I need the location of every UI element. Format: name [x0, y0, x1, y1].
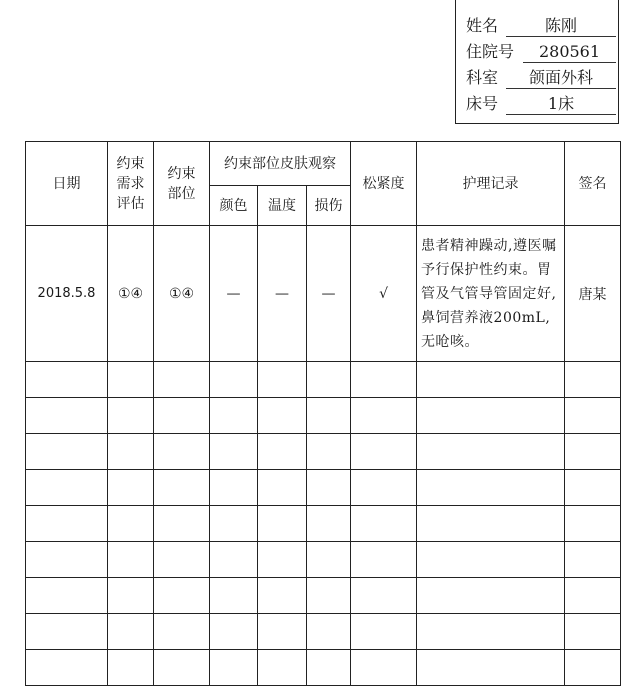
- header-color: 颜色: [210, 186, 258, 226]
- restraint-record-table: [25, 141, 621, 686]
- record-body: [26, 226, 621, 686]
- table-row: [26, 470, 621, 506]
- header-injury: 损伤: [307, 186, 351, 226]
- admission-underline: [523, 62, 616, 63]
- header-site-line2: 部位: [167, 185, 196, 202]
- header-assessment-line1: 约束: [116, 155, 145, 172]
- name-label: 姓名: [466, 16, 499, 35]
- header-tightness: 松紧度: [351, 142, 417, 226]
- table-row: [26, 398, 621, 434]
- table-row: [26, 542, 621, 578]
- admission-value: 280561: [538, 42, 601, 61]
- bed-underline: [506, 114, 616, 115]
- cell-date: 2018.5.8: [26, 226, 108, 362]
- patient-info-box: [455, 0, 619, 124]
- admission-label: 住院号: [466, 42, 515, 61]
- header-temperature: 温度: [258, 186, 307, 226]
- dept-row: [466, 68, 593, 88]
- name-value: 陈刚: [544, 16, 577, 35]
- dept-label: 科室: [466, 68, 499, 87]
- cell-assessment: ①④: [108, 226, 154, 362]
- header-assessment: [108, 142, 154, 226]
- table-row: [26, 578, 621, 614]
- header-assessment-line2: 需求: [116, 175, 145, 192]
- header-date: 日期: [26, 142, 108, 226]
- bed-label: 床号: [466, 94, 499, 113]
- header-nursing-record: 护理记录: [417, 142, 565, 226]
- cell-color: —: [210, 226, 258, 362]
- cell-temperature: —: [258, 226, 307, 362]
- name-underline: [506, 36, 616, 37]
- table-row: [26, 226, 621, 362]
- table-row: [26, 362, 621, 398]
- header-assessment-line3: 评估: [116, 195, 145, 212]
- cell-nursing-note: 患者精神躁动,遵医嘱予行保护性约束。胃管及气管导管固定好,鼻饲营养液200mL,无呛咳。: [417, 226, 565, 362]
- admission-row: [466, 42, 601, 62]
- bed-value: 1床: [547, 94, 575, 113]
- table-row: [26, 650, 621, 686]
- header-skin-observation: 约束部位皮肤观察: [210, 142, 351, 186]
- header-signature: 签名: [565, 142, 621, 226]
- table-row: [26, 506, 621, 542]
- cell-injury: —: [307, 226, 351, 362]
- table-row: [26, 434, 621, 470]
- header-site-line1: 约束: [167, 165, 196, 182]
- bed-row: [466, 94, 575, 114]
- cell-tightness: √: [351, 226, 417, 362]
- dept-value: 颌面外科: [528, 68, 593, 87]
- dept-underline: [506, 88, 616, 89]
- header-site: [154, 142, 210, 226]
- table-row: [26, 614, 621, 650]
- cell-site: ①④: [154, 226, 210, 362]
- cell-signature: 唐某: [565, 226, 621, 362]
- name-row: [466, 16, 577, 36]
